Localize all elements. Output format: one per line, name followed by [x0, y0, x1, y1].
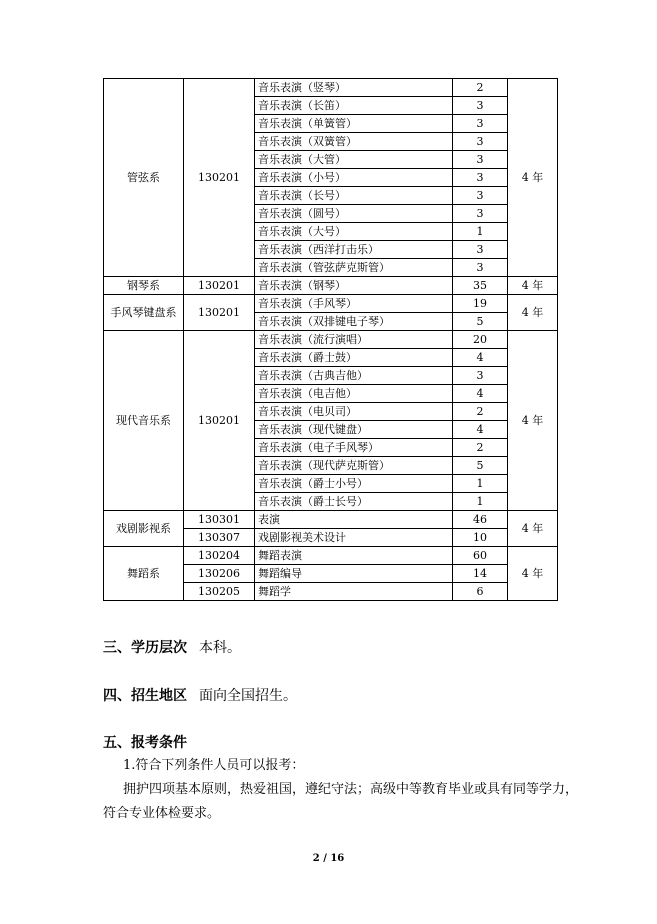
major-direction-cell: 舞蹈表演 — [255, 547, 453, 565]
major-code-cell: 130301 — [184, 511, 255, 529]
page-number: 2 / 16 — [312, 853, 345, 864]
enrollment-number-cell: 60 — [453, 547, 508, 565]
section-value: 本科。 — [199, 640, 241, 656]
enrollment-number-cell: 2 — [453, 79, 508, 97]
table-row — [104, 277, 558, 295]
enrollment-number-cell: 2 — [453, 403, 508, 421]
major-direction-cell: 音乐表演（小号） — [255, 169, 453, 187]
major-code-cell: 130201 — [184, 295, 255, 331]
major-code-cell: 130204 — [184, 547, 255, 565]
enrollment-number-cell: 3 — [453, 133, 508, 151]
major-direction-cell: 戏剧影视美术设计 — [255, 529, 453, 547]
major-direction-cell: 表演 — [255, 511, 453, 529]
enrollment-number-cell: 3 — [453, 205, 508, 223]
major-code-cell: 130201 — [184, 331, 255, 511]
major-direction-cell: 音乐表演（圆号） — [255, 205, 453, 223]
enrollment-number-cell: 5 — [453, 457, 508, 475]
enrollment-number-cell: 4 — [453, 421, 508, 439]
enrollment-number-cell: 35 — [453, 277, 508, 295]
enrollment-number-cell: 3 — [453, 97, 508, 115]
major-direction-cell: 音乐表演（流行演唱） — [255, 331, 453, 349]
enrollment-number-cell: 14 — [453, 565, 508, 583]
enrollment-number-cell: 3 — [453, 241, 508, 259]
study-duration-cell: 4 年 — [508, 511, 558, 547]
study-duration-cell: 4 年 — [508, 547, 558, 601]
enrollment-number-cell: 3 — [453, 169, 508, 187]
enrollment-number-cell: 46 — [453, 511, 508, 529]
major-direction-cell: 音乐表演（双排键电子琴） — [255, 313, 453, 331]
section-recruit-region — [103, 685, 297, 705]
department-cell: 手风琴键盘系 — [104, 295, 184, 331]
major-direction-cell: 音乐表演（单簧管） — [255, 115, 453, 133]
major-direction-cell: 音乐表演（大号） — [255, 223, 453, 241]
study-duration-cell: 4 年 — [508, 277, 558, 295]
major-direction-cell: 音乐表演（电子手风琴） — [255, 439, 453, 457]
section-education-level — [103, 637, 241, 657]
enrollment-number-cell: 10 — [453, 529, 508, 547]
table-row — [104, 79, 558, 97]
major-code-cell: 130206 — [184, 565, 255, 583]
condition-item-1: 1.符合下列条件人员可以报考： — [123, 758, 305, 773]
enrollment-number-cell: 3 — [453, 115, 508, 133]
enrollment-number-cell: 3 — [453, 151, 508, 169]
major-direction-cell: 音乐表演（长号） — [255, 187, 453, 205]
department-cell: 管弦系 — [104, 79, 184, 277]
enrollment-number-cell: 3 — [453, 187, 508, 205]
department-cell: 现代音乐系 — [104, 331, 184, 511]
major-code-cell: 130205 — [184, 583, 255, 601]
enrollment-number-cell: 3 — [453, 367, 508, 385]
table-row — [104, 547, 558, 565]
enrollment-number-cell: 4 — [453, 385, 508, 403]
study-duration-cell: 4 年 — [508, 331, 558, 511]
major-code-cell: 130201 — [184, 277, 255, 295]
department-cell: 舞蹈系 — [104, 547, 184, 601]
table-row — [104, 511, 558, 529]
major-direction-cell: 音乐表演（长笛） — [255, 97, 453, 115]
enrollment-number-cell: 5 — [453, 313, 508, 331]
majors-table-body — [104, 79, 558, 601]
enrollment-number-cell: 4 — [453, 349, 508, 367]
major-direction-cell: 音乐表演（古典吉他） — [255, 367, 453, 385]
study-duration-cell: 4 年 — [508, 295, 558, 331]
section-heading: 五、报考条件 — [103, 735, 187, 751]
major-direction-cell: 音乐表演（爵士长号） — [255, 493, 453, 511]
major-direction-cell: 音乐表演（双簧管） — [255, 133, 453, 151]
major-direction-cell: 音乐表演（竖琴） — [255, 79, 453, 97]
table-row — [104, 295, 558, 313]
majors-table — [103, 78, 558, 601]
major-direction-cell: 音乐表演（钢琴） — [255, 277, 453, 295]
table-row — [104, 331, 558, 349]
major-direction-cell: 音乐表演（爵士鼓） — [255, 349, 453, 367]
enrollment-number-cell: 1 — [453, 475, 508, 493]
enrollment-number-cell: 6 — [453, 583, 508, 601]
enrollment-number-cell: 20 — [453, 331, 508, 349]
section-heading: 三、学历层次 — [103, 640, 187, 656]
major-direction-cell: 音乐表演（现代键盘） — [255, 421, 453, 439]
major-direction-cell: 音乐表演（大管） — [255, 151, 453, 169]
enrollment-number-cell: 1 — [453, 493, 508, 511]
enrollment-number-cell: 3 — [453, 259, 508, 277]
department-cell: 戏剧影视系 — [104, 511, 184, 547]
department-cell: 钢琴系 — [104, 277, 184, 295]
enrollment-number-cell: 19 — [453, 295, 508, 313]
study-duration-cell: 4 年 — [508, 79, 558, 277]
major-direction-cell: 音乐表演（爵士小号） — [255, 475, 453, 493]
major-direction-cell: 音乐表演（电贝司） — [255, 403, 453, 421]
major-direction-cell: 音乐表演（管弦萨克斯管） — [255, 259, 453, 277]
major-direction-cell: 音乐表演（西洋打击乐） — [255, 241, 453, 259]
enrollment-number-cell: 2 — [453, 439, 508, 457]
major-code-cell: 130307 — [184, 529, 255, 547]
major-direction-cell: 音乐表演（电吉他） — [255, 385, 453, 403]
condition-paragraph-line-2: 符合专业体检要求。 — [103, 806, 221, 821]
major-direction-cell: 舞蹈编导 — [255, 565, 453, 583]
major-code-cell: 130201 — [184, 79, 255, 277]
major-direction-cell: 音乐表演（现代萨克斯管） — [255, 457, 453, 475]
major-direction-cell: 音乐表演（手风琴） — [255, 295, 453, 313]
enrollment-number-cell: 1 — [453, 223, 508, 241]
section-heading: 四、招生地区 — [103, 688, 187, 704]
condition-paragraph-line-1: 拥护四项基本原则，热爱祖国，遵纪守法；高级中等教育毕业或具有同等学力， — [123, 782, 579, 797]
section-value: 面向全国招生。 — [199, 688, 297, 704]
section-application-conditions — [103, 732, 187, 752]
major-direction-cell: 舞蹈学 — [255, 583, 453, 601]
